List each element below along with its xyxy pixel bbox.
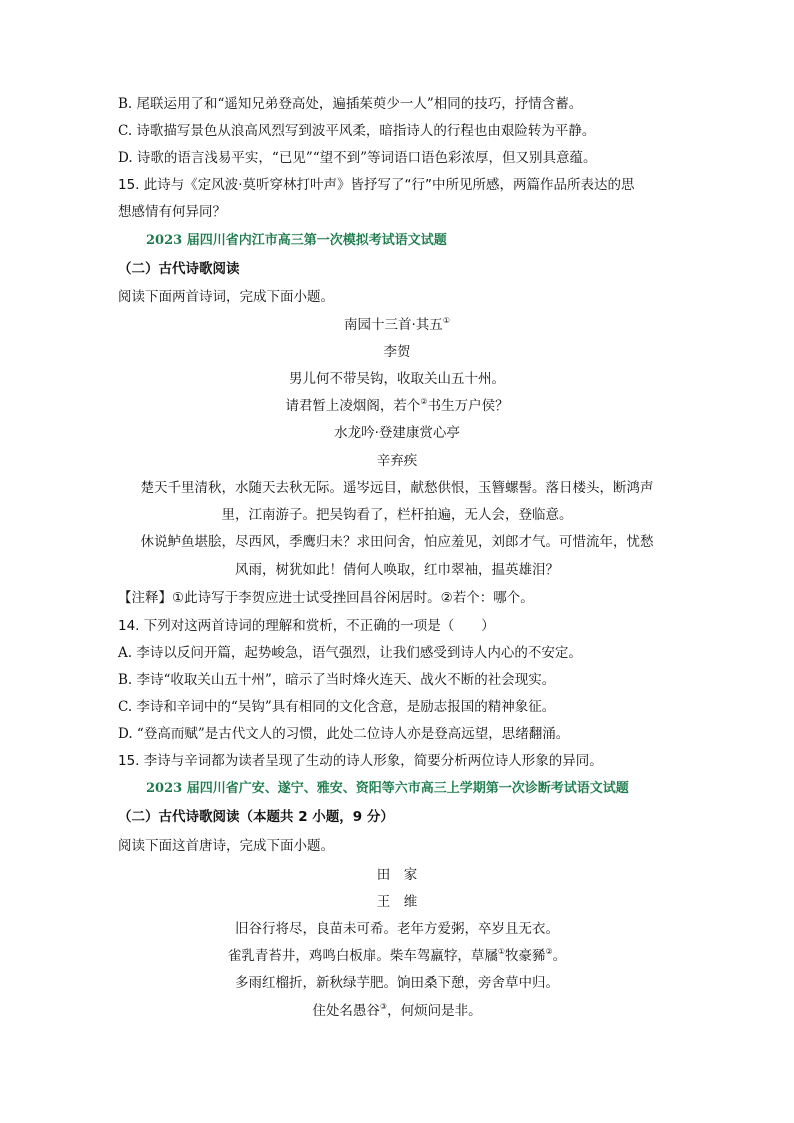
exam-source-title: 2023 届四川省广安、遂宁、雅安、资阳等六市高三上学期第一次诊断考试语文试题 — [146, 781, 629, 796]
option-b: B. 尾联运用了和“遥知兄弟登高处，遍插茱萸少一人”相同的技巧，抒情含蓄。 — [118, 96, 583, 112]
option-a: A. 李诗以反问开篇，起势峻急，语气强烈，让我们感受到诗人内心的不安定。 — [118, 645, 582, 661]
option-c: C. 诗歌描写景色从浪高风烈写到波平风柔，暗指诗人的行程也由艰险转为平静。 — [118, 123, 596, 139]
poem-line: 住处名愚谷③，何烦问是非。 — [312, 1002, 482, 1019]
option-c: C. 李诗和辛词中的“吴钩”具有相同的文化含意，是励志报国的精神象征。 — [118, 699, 556, 715]
section-heading: （二）古代诗歌阅读 — [118, 261, 240, 277]
question-15: 15. 李诗与辛词都为读者呈现了生动的诗人形象，简要分析两位诗人形象的异同。 — [118, 753, 603, 769]
option-d: D. 诗歌的语言浅易平实，“已见”“望不到”等词语口语色彩浓厚，但又别具意蕴。 — [118, 150, 597, 166]
poem-line: 多雨红榴折，新秋绿芋肥。饷田桑下憩，旁舍草中归。 — [235, 975, 559, 991]
poem-title: 田 家 — [376, 867, 418, 883]
poem-title: 南园十三首·其五① — [344, 316, 450, 333]
poem-author: 辛弃疾 — [376, 453, 418, 469]
footnote-marker: ① — [497, 947, 505, 956]
exam-source-title: 2023 届四川省内江市高三第一次模拟考试语文试题 — [146, 233, 447, 248]
section-heading: （二）古代诗歌阅读（本题共 2 小题，9 分） — [118, 809, 394, 825]
poem-line: 风雨，树犹如此！倩何人唤取，红巾翠袖，揾英雄泪？ — [235, 562, 559, 578]
poem-title: 水龙吟·登建康赏心亭 — [334, 425, 460, 441]
footnote-marker: ① — [442, 316, 450, 325]
poem-line: 男儿何不带吴钩，收取关山五十州。 — [289, 371, 505, 387]
option-d: D. “登高而赋”是古代文人的习惯，此处二位诗人亦是登高远望，思绪翻涌。 — [118, 726, 570, 742]
reading-instruction: 阅读下面两首诗词，完成下面小题。 — [118, 289, 334, 305]
footnote-marker: ② — [545, 947, 553, 956]
poem-line: 雀乳青苔井，鸡鸣白板扉。柴车驾羸牸，草屩①牧豪豨②。 — [227, 947, 567, 964]
poem-line: 请君暂上凌烟阁，若个②书生万户侯？ — [285, 397, 509, 414]
question-15-line1: 15. 此诗与《定风波·莫听穿林打叶声》皆抒写了“行”中所见所感，两篇作品所表达的思 — [118, 177, 635, 193]
poem-line: 里，江南游子。把吴钩看了，栏杆拍遍，无人会，登临意。 — [221, 507, 573, 523]
poem-line: 休说鲈鱼堪脍，尽西风，季鹰归未？求田问舍，怕应羞见，刘郎才气。可惜流年，忧愁 — [140, 534, 654, 550]
poem-author: 王 维 — [376, 894, 418, 910]
question-14: 14. 下列对这两首诗词的理解和赏析，不正确的一项是（ ） — [118, 618, 495, 634]
poem-line: 楚天千里清秋，水随天去秋无际。遥岑远目，献愁供恨，玉簪螺髻。落日楼头，断鸿声 — [140, 480, 654, 496]
poem-line: 旧谷行将尽，良苗未可希。老年方爱粥，卒岁且无衣。 — [235, 921, 559, 937]
reading-instruction: 阅读下面这首唐诗，完成下面小题。 — [118, 838, 334, 854]
poem-author: 李贺 — [383, 344, 411, 360]
question-15-line2: 想感情有何异同？ — [118, 204, 226, 220]
footnote-marker: ② — [420, 397, 428, 406]
footnote-marker: ③ — [379, 1002, 388, 1011]
annotation-notes: 【注释】①此诗写于李贺应进士试受挫回昌谷闲居时。②若个：哪个。 — [118, 590, 534, 606]
option-b: B. 李诗“收取关山五十州”，暗示了当时烽火连天、战火不断的社会现实。 — [118, 672, 556, 688]
